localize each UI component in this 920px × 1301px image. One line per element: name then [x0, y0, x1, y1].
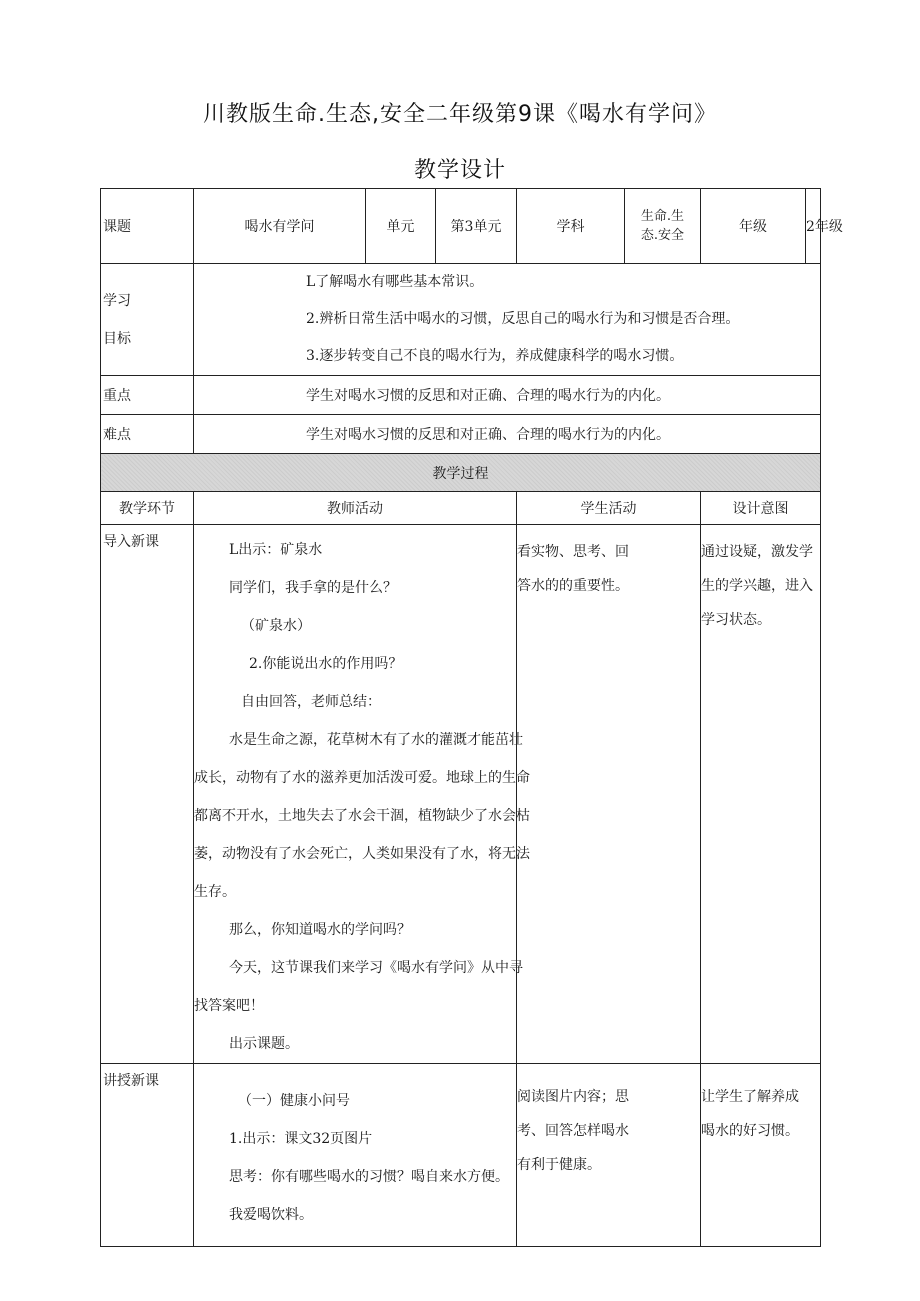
goals-content [194, 264, 821, 376]
difficulty-label: 难点 [101, 415, 194, 454]
teacher-line: 我爱喝饮料。 [229, 1207, 313, 1223]
info-row [101, 189, 821, 264]
student-line: 看实物、思考、回 [517, 544, 629, 560]
unit-label: 单元 [366, 189, 436, 264]
process-header-row [101, 454, 821, 492]
key-point-label: 重点 [101, 376, 194, 415]
intent-line: 生的学兴趣，进入 [701, 578, 813, 594]
lecture-stage: 讲授新课 [101, 1064, 194, 1247]
intent-line: 喝水的好习惯。 [701, 1123, 799, 1139]
teacher-line: 今天，这节课我们来学习《喝水有学问》从中寻 [229, 960, 523, 976]
difficulty-text: 学生对喝水习惯的反思和对正确、合理的喝水行为的内化。 [194, 415, 821, 454]
lecture-design-intent [701, 1064, 821, 1247]
student-line: 考、回答怎样喝水 [517, 1123, 629, 1139]
key-point-text: 学生对喝水习惯的反思和对正确、合理的喝水行为的内化。 [194, 376, 821, 415]
teacher-line: 水是生命之源，花草树木有了水的灌溉才能茁壮 [229, 732, 523, 748]
lecture-teacher-activity [194, 1064, 517, 1247]
goal-item: 2.辨析日常生活中喝水的习惯，反思自己的喝水行为和习惯是否合理。 [306, 311, 740, 327]
intro-teacher-activity [194, 525, 530, 1064]
intent-line: 让学生了解养成 [701, 1089, 799, 1105]
lesson-value: 喝水有学问 [194, 189, 366, 264]
col-intent-header: 设计意图 [701, 492, 821, 525]
intent-line: 通过设疑，激发学 [701, 544, 813, 560]
document-subtitle: 教学设计 [413, 158, 506, 183]
student-line: 阅读图片内容；思 [517, 1089, 629, 1105]
goals-label-line-1: 学习 [103, 292, 131, 309]
lecture-row [101, 1064, 821, 1247]
goals-label [101, 264, 194, 376]
intro-student-activity [517, 525, 701, 1064]
teacher-line: 2.你能说出水的作用吗？ [249, 656, 403, 672]
goals-row [101, 264, 821, 376]
goals-label-line-2: 目标 [103, 330, 131, 347]
goal-item: 3.逐步转变自己不良的喝水行为，养成健康科学的喝水习惯。 [306, 348, 684, 364]
teacher-line: 1.出示：课文32页图片 [229, 1131, 373, 1147]
teacher-line: 萎，动物没有了水会死亡，人类如果没有了水，将无法 [194, 846, 530, 862]
subject-label: 学科 [517, 189, 625, 264]
process-header: 教学过程 [101, 454, 821, 492]
subject-value [625, 189, 701, 264]
grade-value: 2年级 [806, 189, 821, 264]
teacher-line: 思考：你有哪些喝水的习惯？喝自来水方便。 [229, 1169, 509, 1185]
subject-value-line-1: 生命.生 [640, 209, 685, 224]
col-stage-header: 教学环节 [101, 492, 194, 525]
intent-line: 学习状态。 [701, 612, 771, 628]
teacher-line: 同学们，我手拿的是什么？ [229, 580, 397, 596]
teacher-line: （一）健康小问号 [238, 1093, 350, 1109]
lesson-label: 课题 [101, 189, 194, 264]
teacher-line: 生存。 [194, 884, 236, 900]
teacher-line: 成长，动物有了水的滋养更加活泼可爱。地球上的生命 [194, 770, 530, 786]
intro-row [101, 525, 821, 1064]
subject-value-line-2: 态.安全 [640, 228, 685, 243]
goal-item: L了解喝水有哪些基本常识。 [306, 274, 484, 290]
process-columns-row [101, 492, 821, 525]
col-student-header: 学生活动 [517, 492, 701, 525]
key-point-row [101, 376, 821, 415]
intro-design-intent [701, 525, 821, 1064]
teacher-line: 出示课题。 [229, 1036, 299, 1052]
document-title: 川教版生命.生态,安全二年级第9课《喝水有学问》 [203, 102, 717, 127]
teacher-line: （矿泉水） [241, 618, 311, 634]
teacher-line: 自由回答，老师总结： [241, 694, 381, 710]
teacher-line: 那么，你知道喝水的学问吗？ [229, 922, 411, 938]
grade-label: 年级 [701, 189, 806, 264]
intro-stage: 导入新课 [101, 525, 194, 1064]
lesson-plan-table [100, 188, 843, 1247]
teacher-line: 都离不开水，土地失去了水会干涸，植物缺少了水会枯 [194, 808, 530, 824]
unit-value: 第3单元 [436, 189, 517, 264]
teacher-line: L出示：矿泉水 [229, 542, 323, 558]
difficulty-row [101, 415, 821, 454]
student-line: 答水的的重要性。 [517, 578, 629, 594]
teacher-line: 找答案吧！ [194, 998, 264, 1014]
lecture-student-activity [517, 1064, 701, 1247]
student-line: 有利于健康。 [517, 1157, 601, 1173]
col-teacher-header: 教师活动 [194, 492, 517, 525]
